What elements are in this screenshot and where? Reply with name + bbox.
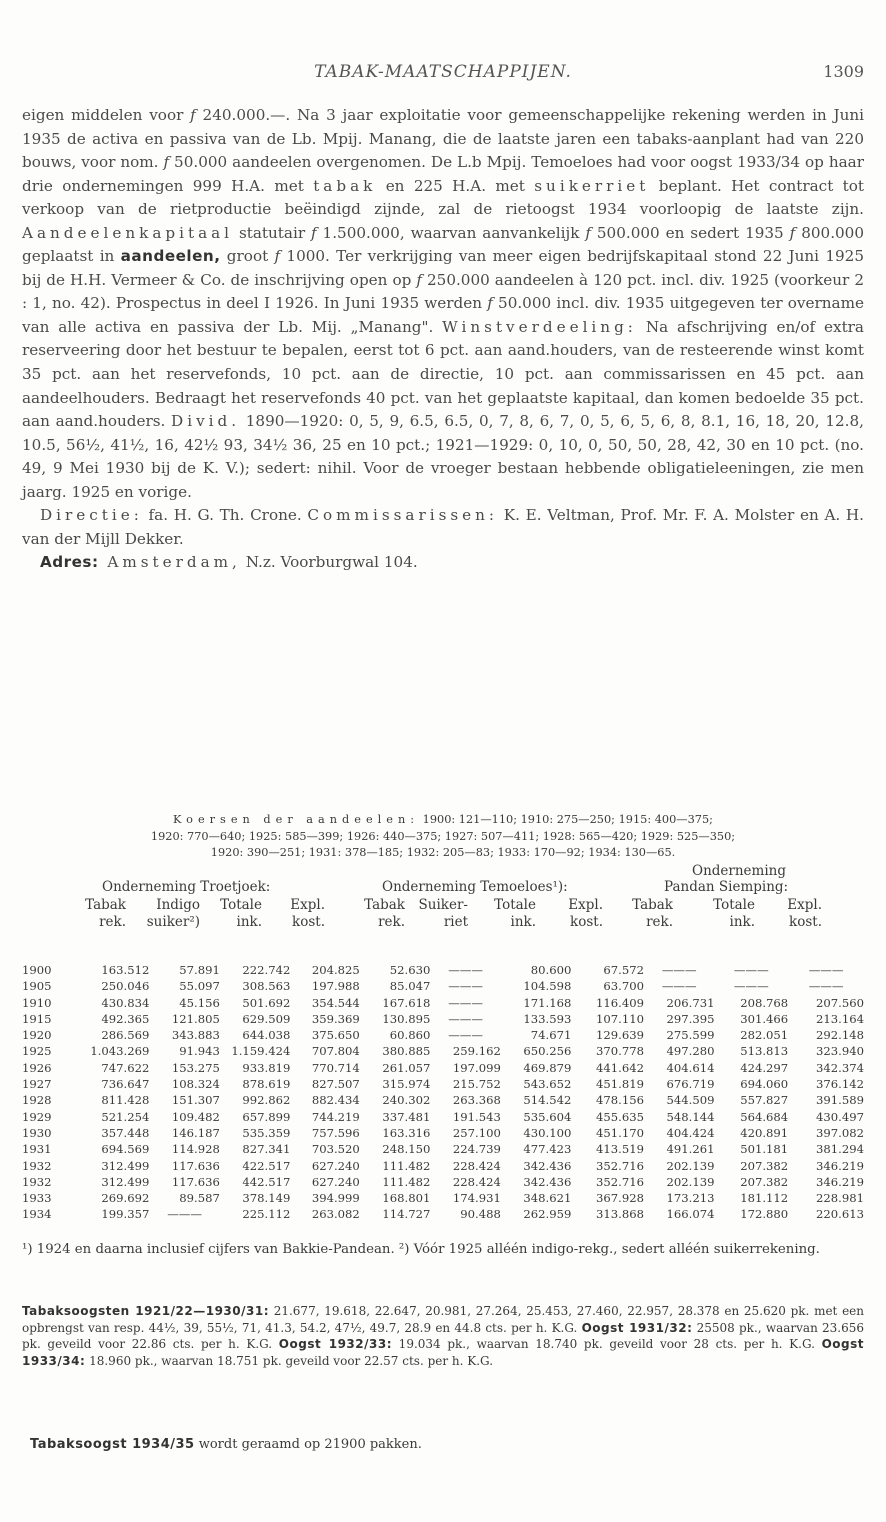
column-header: Suiker-	[418, 897, 468, 913]
value-cell: 208.768	[740, 995, 789, 1010]
value-cell: 275.599	[666, 1028, 715, 1043]
value-cell: 827.507	[311, 1077, 360, 1092]
value-cell: ———	[733, 963, 769, 977]
value-cell: 391.589	[816, 1093, 864, 1108]
column-subheader: kost.	[789, 914, 822, 930]
column-header: Expl.	[568, 897, 603, 913]
value-cell: 263.368	[452, 1093, 501, 1108]
value-cell: 352.716	[596, 1174, 644, 1189]
value-cell: 117.636	[171, 1158, 220, 1173]
value-cell: 130.895	[382, 1011, 431, 1026]
column-header: Totale	[713, 897, 755, 913]
value-cell: 343.883	[171, 1028, 220, 1043]
value-cell: 381.294	[816, 1142, 864, 1157]
text-run: 18.960 pk., waarvan 18.751 pk. geveild voor 22.57 cts. per h. K.G.	[85, 1353, 494, 1368]
bold-term-shares: aandeelen,	[120, 247, 221, 266]
table-row	[22, 1206, 864, 1222]
value-cell: 430.834	[101, 995, 150, 1010]
florin-sign: f	[487, 294, 493, 313]
value-cell: 121.805	[171, 1011, 220, 1026]
value-cell: 146.187	[171, 1125, 220, 1140]
section-label-capital: Aandeelenkapitaal	[22, 223, 234, 242]
value-cell: 367.928	[596, 1191, 644, 1206]
value-cell: 827.341	[242, 1142, 291, 1157]
section-label-directie: Directie:	[40, 506, 143, 525]
year-cell: 1927	[22, 1077, 52, 1092]
text-run: eigen middelen voor	[22, 106, 191, 124]
year-cell: 1933	[22, 1191, 52, 1206]
value-cell: 57.891	[179, 963, 220, 977]
group-header-pandan: Pandan Siemping:	[664, 879, 789, 895]
column-subheader: ink.	[510, 914, 536, 930]
table-row	[22, 1125, 864, 1141]
column-subheader: kost.	[570, 914, 603, 930]
section-label-dividend: Divid.	[171, 412, 241, 431]
value-cell: ———	[733, 979, 769, 994]
value-cell: 380.885	[382, 1044, 431, 1059]
column-header: Totale	[494, 897, 536, 913]
column-header: Tabak	[364, 897, 405, 913]
value-cell: 269.692	[101, 1191, 150, 1206]
year-cell: 1930	[22, 1125, 52, 1140]
value-cell: 197.988	[311, 979, 360, 994]
value-cell: 627.240	[311, 1174, 360, 1189]
text-run: 800.000 geplaatst in	[22, 223, 865, 266]
value-cell: 166.074	[666, 1207, 715, 1222]
value-cell: 74.671	[530, 1028, 572, 1043]
value-cell: 404.424	[666, 1125, 715, 1140]
value-cell: 933.819	[242, 1060, 291, 1075]
address-label: Adres:	[40, 553, 99, 572]
share-prices-label: Koersen der aandeelen:	[173, 813, 420, 826]
value-cell: 213.164	[816, 1011, 864, 1026]
value-cell: 315.974	[382, 1077, 431, 1092]
value-cell: 104.598	[523, 979, 572, 994]
value-cell: 60.860	[389, 1028, 431, 1043]
harvest-label: Oogst 1932/33:	[278, 1337, 393, 1352]
table-row	[22, 1190, 864, 1206]
value-cell: 375.650	[311, 1028, 360, 1043]
value-cell: 376.142	[816, 1077, 864, 1092]
value-cell: 424.297	[740, 1060, 789, 1075]
share-prices-line: 1920: 390—251; 1931: 378—185; 1932: 205—83; 1933: 170—92; 1934: 130—65.	[210, 846, 676, 860]
value-cell: 501.692	[242, 995, 291, 1010]
value-cell: 133.593	[523, 1011, 572, 1026]
value-cell: ———	[448, 1011, 483, 1026]
year-cell: 1932	[22, 1174, 52, 1189]
value-cell: 207.382	[740, 1174, 789, 1189]
value-cell: 116.409	[596, 995, 644, 1010]
column-subheader: rek.	[99, 914, 126, 930]
column-header: Tabak	[85, 897, 126, 913]
value-cell: 224.739	[452, 1142, 501, 1157]
value-cell: 352.716	[596, 1158, 644, 1173]
value-cell: 657.899	[242, 1109, 291, 1124]
florin-sign: f	[163, 153, 170, 172]
spaced-term: tabak	[313, 176, 377, 195]
value-cell: 63.700	[603, 979, 644, 994]
harvest-label: Tabaksoogsten 1921/22—1930/31:	[22, 1304, 270, 1318]
share-prices	[22, 812, 864, 862]
text-run: statutair	[233, 223, 311, 242]
table-row	[22, 1158, 864, 1174]
value-cell: 91.943	[179, 1044, 220, 1059]
value-cell: 378.149	[242, 1191, 291, 1206]
value-cell: 676.719	[666, 1077, 715, 1092]
value-cell: 451.819	[596, 1077, 644, 1092]
share-prices-line: 1920: 770—640; 1925: 585—399; 1926: 440—375; 1927: 507—411; 1928: 565—420; 1929: 525—350;	[150, 829, 736, 843]
value-cell: 215.752	[452, 1077, 501, 1092]
share-prices-line	[22, 812, 864, 829]
year-cell: 1926	[22, 1060, 52, 1075]
value-cell: 308.563	[242, 979, 291, 994]
table-footnote: ¹) 1924 en daarna inclusief cijfers van Bakkie-Pandean. ²) Vóór 1925 alléén indigo-rekg., sedert alléén suikerrekening.	[22, 1242, 820, 1257]
value-cell: ———	[448, 979, 483, 994]
value-cell: 441.642	[596, 1060, 644, 1075]
value-cell: 85.047	[389, 979, 431, 994]
florin-sign: f	[311, 223, 317, 242]
section-label-commissarissen: Commissarissen:	[307, 506, 499, 525]
value-cell: 259.162	[452, 1044, 501, 1059]
year-cell: 1932	[22, 1158, 52, 1173]
year-cell: 1929	[22, 1109, 52, 1124]
value-cell: ———	[448, 1028, 483, 1043]
florin-sign: f	[789, 223, 796, 242]
column-header: Tabak	[632, 897, 673, 913]
value-cell: 297.395	[666, 1011, 715, 1026]
text-run: 1.500.000, waarvan aanvankelijk	[316, 223, 586, 242]
text-run: 240.000.—. Na 3 jaar exploitatie voor gemeenschappelijke rekening werden in Juni 1935 de activa en passiva van de Lb. Mpij. Manang, die de laatste jaren een tabaks-aanplant had van 220 bouws, voor nom.	[22, 106, 864, 172]
year-cell: 1900	[22, 963, 52, 977]
year-cell: 1905	[22, 979, 52, 994]
column-header: Expl.	[787, 897, 822, 913]
value-cell: 535.604	[523, 1109, 572, 1124]
paragraph-management	[22, 504, 864, 551]
value-cell: 202.139	[666, 1174, 715, 1189]
text-run: 21.677, 19.618, 22.647, 20.981, 27.264, 25.453, 27.460, 22.957, 28.378 en 25.620 pk. met een opbrengst van resp. 44½, 39, 55½, 71, 41.3, 54.2, 47½, 49.7, 28.9 en 44.8 cts. per h. K.G.	[22, 1304, 865, 1335]
value-cell: 629.509	[242, 1011, 291, 1026]
value-cell: 694.060	[740, 1077, 789, 1092]
column-header: Totale	[220, 897, 262, 913]
text-run: 1900: 121—110; 1910: 275—250; 1915: 400—375;	[419, 813, 713, 826]
value-cell: 394.999	[311, 1191, 360, 1206]
value-cell: 168.801	[382, 1191, 431, 1206]
value-cell: 404.614	[666, 1060, 715, 1075]
value-cell: 992.862	[242, 1093, 291, 1108]
page-header	[0, 62, 886, 88]
value-cell: 228.424	[452, 1158, 501, 1173]
value-cell: 199.357	[101, 1207, 150, 1222]
value-cell: 171.168	[523, 995, 572, 1010]
value-cell: 430.497	[816, 1109, 864, 1124]
value-cell: 262.959	[523, 1207, 572, 1222]
value-cell: 1.159.424	[231, 1044, 291, 1059]
value-cell: 173.213	[666, 1191, 715, 1206]
year-cell: 1920	[22, 1028, 52, 1043]
value-cell: 90.488	[460, 1207, 501, 1222]
section-label-profit: Winstverdeeling:	[442, 317, 637, 336]
value-cell: 878.619	[242, 1077, 291, 1092]
text-run: Na afschrijving en/of extra reserveering door het bestuur te bepalen, eerst tot 6 pct. aan aand.houders, van de resteerende winst komt 35 pct. aan het reservefonds, 10 pct. aan de directie, 10 pct. aan commissarissen en 45 pct. aan aandeelhouders. Bedraagt het reservefonds 40 pct. van het geplaatste kapitaal, dan komen bedoelde 35 pct. aan aand.houders.	[22, 317, 864, 431]
text-run: 50.000 incl. div. 1935 uitgegeven ter overname van alle activa en passiva der Lb. Mij. „Manang".	[22, 294, 864, 336]
year-cell: 1925	[22, 1044, 52, 1059]
florin-sign: f	[190, 106, 196, 124]
column-subheader: riet	[443, 914, 468, 930]
value-cell: ———	[661, 963, 697, 977]
value-cell: 225.112	[242, 1207, 291, 1222]
value-cell: 342.436	[523, 1174, 572, 1189]
value-cell: 301.466	[740, 1011, 789, 1026]
value-cell: 197.099	[452, 1060, 501, 1075]
value-cell: 89.587	[179, 1191, 220, 1206]
table-body	[22, 962, 864, 1223]
table-row	[22, 1043, 864, 1059]
value-cell: 129.639	[596, 1028, 644, 1043]
text-run: 50.000 aandeelen overgenomen. De L.b Mpij. Temoeloes had voor oogst 1933/34 op haar drie ondernemingen 999 H.A. met	[22, 153, 864, 195]
value-cell: 286.569	[101, 1028, 150, 1043]
text-run: 25508 pk., waarvan 23.656 pk. geveild voor 22.86 cts. per h. K.G.	[22, 1320, 865, 1352]
value-cell: 477.423	[523, 1142, 572, 1157]
value-cell: 501.181	[740, 1142, 789, 1157]
column-subheader: suiker²)	[146, 914, 200, 930]
value-cell: 342.374	[816, 1060, 864, 1075]
value-cell: 455.635	[596, 1109, 644, 1124]
table-row	[22, 995, 864, 1011]
value-cell: 707.804	[311, 1044, 360, 1059]
paragraph-address	[22, 551, 864, 575]
value-cell: 442.517	[242, 1174, 291, 1189]
value-cell: 359.369	[311, 1011, 360, 1026]
value-cell: 694.569	[101, 1142, 150, 1157]
value-cell: 222.742	[242, 963, 291, 977]
value-cell: 357.448	[101, 1125, 150, 1140]
value-cell: 420.891	[740, 1125, 789, 1140]
value-cell: 172.880	[740, 1207, 789, 1222]
value-cell: 220.613	[816, 1207, 864, 1222]
value-cell: 151.307	[171, 1093, 220, 1108]
value-cell: 491.261	[666, 1142, 715, 1157]
value-cell: 422.517	[242, 1158, 291, 1173]
value-cell: 55.097	[179, 979, 220, 994]
value-cell: 263.082	[311, 1207, 360, 1222]
value-cell: 744.219	[311, 1109, 360, 1124]
florin-sign: f	[416, 270, 422, 289]
harvest-label: Oogst 1933/34:	[22, 1337, 865, 1368]
value-cell: 257.100	[452, 1125, 501, 1140]
column-subheader: rek.	[646, 914, 673, 930]
main-text	[22, 104, 864, 575]
value-cell: 535.359	[242, 1125, 291, 1140]
value-cell: 163.512	[101, 963, 150, 977]
group-header-temoeloes: Onderneming Temoeloes¹):	[382, 879, 568, 895]
value-cell: 346.219	[816, 1174, 864, 1189]
value-cell: 114.928	[171, 1142, 220, 1157]
value-cell: 167.618	[382, 995, 431, 1010]
table-row	[22, 1174, 864, 1190]
column-subheader: ink.	[729, 914, 755, 930]
value-cell: 451.170	[596, 1125, 644, 1140]
text-run: 19.034 pk., waarvan 18.740 pk. geveild voor 28 cts. per h. K.G.	[392, 1337, 822, 1352]
value-cell: 80.600	[530, 963, 572, 977]
table-row	[22, 1011, 864, 1027]
value-cell: 513.813	[740, 1044, 789, 1059]
value-cell: 67.572	[603, 963, 644, 977]
value-cell: 703.520	[311, 1142, 360, 1157]
value-cell: 108.324	[171, 1077, 220, 1092]
value-cell: 174.931	[452, 1191, 501, 1206]
value-cell: 111.482	[382, 1158, 431, 1173]
group-header-pandan-top: Onderneming	[692, 863, 786, 879]
year-cell: 1910	[22, 995, 52, 1010]
value-cell: 413.519	[596, 1142, 644, 1157]
value-cell: 469.879	[523, 1060, 572, 1075]
value-cell: 153.275	[171, 1060, 220, 1075]
value-cell: 191.543	[452, 1109, 501, 1124]
value-cell: 52.630	[389, 963, 431, 977]
group-header-troetjoek: Onderneming Troetjoek:	[102, 879, 271, 895]
value-cell: 312.499	[101, 1158, 150, 1173]
value-cell: 206.731	[666, 995, 715, 1010]
value-cell: 521.254	[101, 1109, 150, 1124]
value-cell: 202.139	[666, 1158, 715, 1173]
year-cell: 1915	[22, 1011, 52, 1026]
value-cell: 323.940	[816, 1044, 864, 1059]
value-cell: 240.302	[382, 1093, 431, 1108]
table-row	[22, 1076, 864, 1092]
value-cell: 337.481	[382, 1109, 431, 1124]
text-run: en 225 H.A. met	[376, 176, 535, 195]
value-cell: 312.499	[101, 1174, 150, 1189]
value-cell: 354.544	[311, 995, 360, 1010]
value-cell: 770.714	[311, 1060, 360, 1075]
value-cell: 811.428	[101, 1093, 150, 1108]
text-run: 1890—1920: 0, 5, 9, 6.5, 6.5, 0, 7, 8, 6, 7, 0, 5, 6, 5, 6, 8, 8.1, 16, 18, 20, 12.8, 10.5, 56½, 41½, 16, 42½ 93, 34½ 36, 25 en 10 pct.; 1921—1929: 0, 10, 0, 50, 50, 28, 42, 30 en 10 pct. (no. 49, 9 Mei 1930 bij de K. V.); sedert: nihil. Voor de vroeger bestaan hebbende obligatieleeningen, zie men jaarg. 1925 en vorige.	[22, 412, 864, 501]
value-cell: 261.057	[382, 1060, 431, 1075]
financial-table	[22, 962, 864, 1223]
value-cell: ———	[661, 979, 697, 994]
table-row	[22, 1060, 864, 1076]
harvest-label: Oogst 1931/32:	[581, 1320, 693, 1335]
column-subheader: ink.	[236, 914, 262, 930]
value-cell: 430.100	[523, 1125, 572, 1140]
value-cell: 557.827	[740, 1093, 789, 1108]
value-cell: 207.560	[816, 995, 864, 1010]
table-row	[22, 1027, 864, 1043]
year-cell: 1928	[22, 1093, 52, 1108]
value-cell: ———	[448, 995, 483, 1010]
harvest-label: Tabaksoogst 1934/35	[30, 1437, 195, 1452]
value-cell: 45.156	[179, 995, 220, 1010]
harvest-estimate	[30, 1437, 872, 1452]
text-run: groot	[220, 247, 275, 266]
florin-sign: f	[274, 247, 281, 266]
value-cell: 882.434	[311, 1093, 360, 1108]
value-cell: 342.436	[523, 1158, 572, 1173]
value-cell: 109.482	[171, 1109, 220, 1124]
column-subheader: rek.	[378, 914, 405, 930]
text-run: 500.000 en sedert 1935	[590, 223, 790, 242]
value-cell: 250.046	[101, 979, 150, 994]
table-row	[22, 1141, 864, 1157]
column-header: Expl.	[290, 897, 325, 913]
value-cell: 757.596	[311, 1125, 360, 1140]
value-cell: 736.647	[101, 1077, 150, 1092]
text-run: fa. H. G. Th. Crone.	[142, 506, 308, 525]
value-cell: 627.240	[311, 1158, 360, 1173]
value-cell: 248.150	[382, 1142, 431, 1157]
value-cell: 548.144	[666, 1109, 715, 1124]
value-cell: 492.365	[101, 1011, 150, 1026]
column-subheader: kost.	[292, 914, 325, 930]
spaced-term: suikerriet	[534, 176, 650, 195]
column-header: Indigo	[156, 897, 200, 913]
value-cell: 650.256	[523, 1044, 572, 1059]
text-run: wordt geraamd op 21900 pakken.	[194, 1437, 422, 1452]
florin-sign: f	[585, 223, 591, 242]
value-cell: 543.652	[523, 1077, 572, 1092]
table-row	[22, 1109, 864, 1125]
value-cell: 747.622	[101, 1060, 150, 1075]
value-cell: 292.148	[816, 1028, 864, 1043]
table-header	[22, 862, 864, 962]
running-title: TABAK-MAATSCHAPPIJEN.	[314, 62, 572, 82]
text-run: beplant. Het contract tot verkoop van de rietproductie beëindigd zijnde, zal de rietoogst 1934 voorloopig de laatste zijn.	[22, 176, 865, 219]
table-row	[22, 962, 864, 978]
address-street: N.z. Voorburgwal 104.	[240, 553, 418, 572]
page-number: 1309	[823, 62, 864, 81]
value-cell: 478.156	[596, 1093, 644, 1108]
value-cell: 313.868	[596, 1207, 644, 1222]
value-cell: 163.316	[382, 1125, 431, 1140]
table-row	[22, 978, 864, 994]
harvest-paragraph	[22, 1303, 864, 1369]
value-cell: 370.778	[596, 1044, 644, 1059]
value-cell: 181.112	[740, 1191, 789, 1206]
address-city: Amsterdam,	[98, 553, 241, 572]
value-cell: 111.482	[382, 1174, 431, 1189]
value-cell: 204.825	[311, 963, 360, 977]
value-cell: 282.051	[740, 1028, 789, 1043]
value-cell: 397.082	[816, 1125, 864, 1140]
year-cell: 1934	[22, 1207, 52, 1222]
value-cell: 544.509	[666, 1093, 715, 1108]
value-cell: ———	[448, 963, 483, 977]
value-cell: 564.684	[740, 1109, 789, 1124]
value-cell: 107.110	[596, 1011, 644, 1026]
paragraph-company	[22, 104, 864, 504]
value-cell: 644.038	[242, 1028, 291, 1043]
value-cell: 117.636	[171, 1174, 220, 1189]
text-run: 1000. Ter verkrijging van meer eigen bedrijfskapitaal stond 22 Juni 1925 bij de H.H. Vermeer & Co. de inschrijving open op	[22, 247, 864, 289]
value-cell: 228.981	[816, 1191, 864, 1206]
value-cell: 207.382	[740, 1158, 789, 1173]
value-cell: 514.542	[523, 1093, 572, 1108]
value-cell: 228.424	[452, 1174, 501, 1189]
table-row	[22, 1092, 864, 1108]
value-cell: 348.621	[523, 1191, 572, 1206]
value-cell: 346.219	[816, 1158, 864, 1173]
value-cell: 1.043.269	[90, 1044, 150, 1059]
text-run: 250.000 aandeelen à 120 pct. incl. div. 1925 (voorkeur 2 : 1, no. 42). Prospectus in deel I 1926. In Juni 1935 werden	[22, 270, 864, 313]
value-cell: ———	[808, 979, 844, 994]
value-cell: 114.727	[382, 1207, 431, 1222]
value-cell: ———	[167, 1207, 202, 1222]
value-cell: ———	[808, 963, 844, 977]
text-run: K. E. Veltman, Prof. Mr. F. A. Molster en A. H. van der Mijll Dekker.	[22, 506, 865, 548]
value-cell: 497.280	[666, 1044, 715, 1059]
year-cell: 1931	[22, 1142, 52, 1157]
